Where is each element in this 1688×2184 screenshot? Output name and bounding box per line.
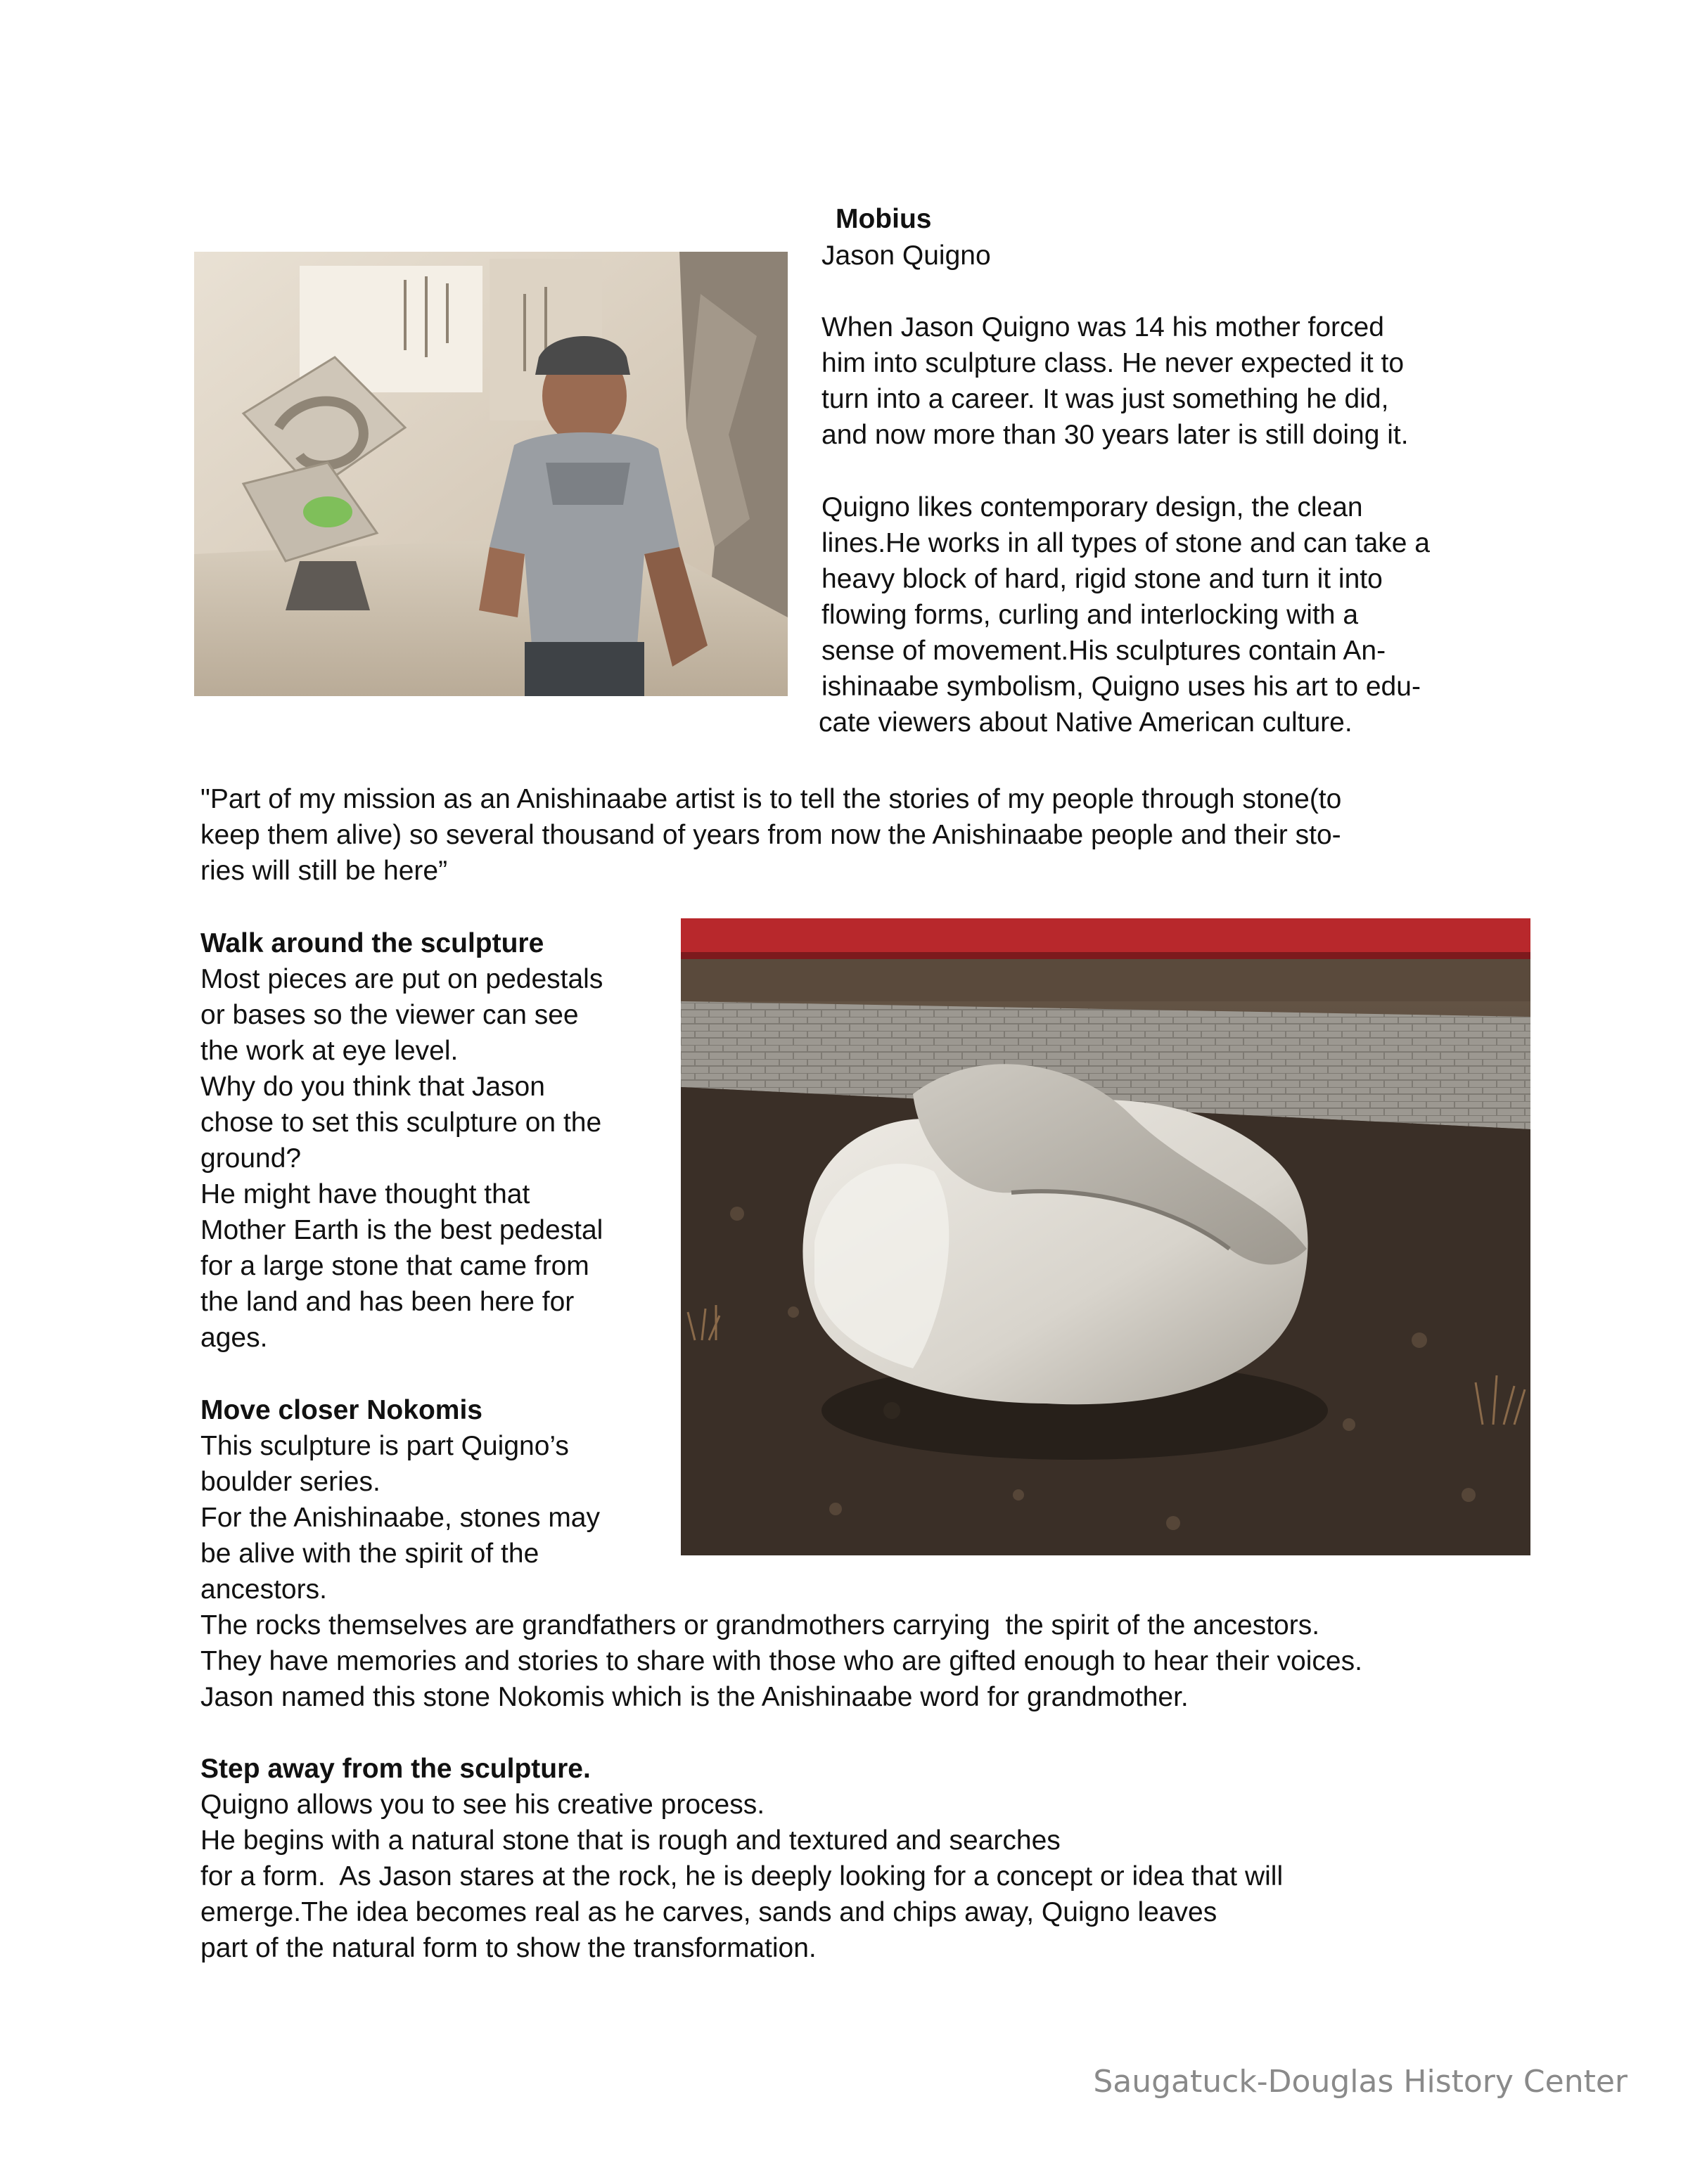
sculpture-photo [681,918,1530,1555]
text-line: Mother Earth is the best pedestal [200,1215,603,1245]
text-line: and now more than 30 years later is still doing it. [821,420,1409,450]
text-line: ries will still be here” [200,856,448,886]
text-line: Quigno allows you to see his creative process. [200,1790,765,1820]
text-line: keep them alive) so several thousand of years from now the Anishinaabe people and their sto- [200,820,1341,850]
text-line: part of the natural form to show the transformation. [200,1933,817,1963]
text-line: Jason named this stone Nokomis which is the Anishinaabe word for grandmother. [200,1682,1189,1712]
text-line: This sculpture is part Quigno’s [200,1431,569,1461]
text-line: Why do you think that Jason [200,1072,545,1102]
text-line: sense of movement.His sculptures contain An- [821,636,1386,666]
text-line: boulder series. [200,1467,381,1497]
text-line: for a form. As Jason stares at the rock, he is deeply looking for a concept or idea that will [200,1861,1284,1891]
text-line: chose to set this sculpture on the [200,1107,602,1138]
text-line: lines.He works in all types of stone and can take a [821,528,1430,558]
text-line: ages. [200,1323,268,1353]
section-heading-step: Step away from the sculpture. [200,1754,591,1784]
section-heading-closer: Move closer Nokomis [200,1395,482,1425]
text-line: emerge.The idea becomes real as he carves, sands and chips away, Quigno leaves [200,1897,1217,1927]
text-line: for a large stone that came from [200,1251,589,1281]
text-line: cate viewers about Native American culture. [819,707,1353,738]
sculpture-title: Mobius [836,204,932,234]
artist-photo [194,252,788,696]
text-line: Quigno likes contemporary design, the clean [821,492,1363,522]
text-line: ancestors. [200,1574,327,1605]
text-line: the work at eye level. [200,1036,459,1066]
section-heading-walk: Walk around the sculpture [200,928,544,958]
text-line: heavy block of hard, rigid stone and turn it into [821,564,1383,594]
text-line: For the Anishinaabe, stones may [200,1503,600,1533]
text-line: Most pieces are put on pedestals [200,964,603,994]
text-line: flowing forms, curling and interlocking with a [821,600,1359,630]
text-line: He might have thought that [200,1179,530,1209]
text-line: ishinaabe symbolism, Quigno uses his art to edu- [821,672,1421,702]
text-line: him into sculpture class. He never expected it to [821,348,1405,378]
text-line: The rocks themselves are grandfathers or grandmothers carrying the spirit of the ancestors. [200,1610,1320,1640]
text-line: "Part of my mission as an Anishinaabe artist is to tell the stories of my people through stone(to [200,784,1342,814]
text-line: They have memories and stories to share with those who are gifted enough to hear their voices. [200,1646,1362,1676]
text-line: be alive with the spirit of the [200,1539,539,1569]
text-line: He begins with a natural stone that is rough and textured and searches [200,1825,1061,1856]
text-line: When Jason Quigno was 14 his mother forced [821,312,1384,342]
text-line: turn into a career. It was just something he did, [821,384,1389,414]
text-line: or bases so the viewer can see [200,1000,579,1030]
text-line: ground? [200,1143,302,1174]
text-line: the land and has been here for [200,1287,575,1317]
footer-credit: Saugatuck-Douglas History Center [1093,2064,1628,2100]
artist-name: Jason Quigno [821,240,991,271]
